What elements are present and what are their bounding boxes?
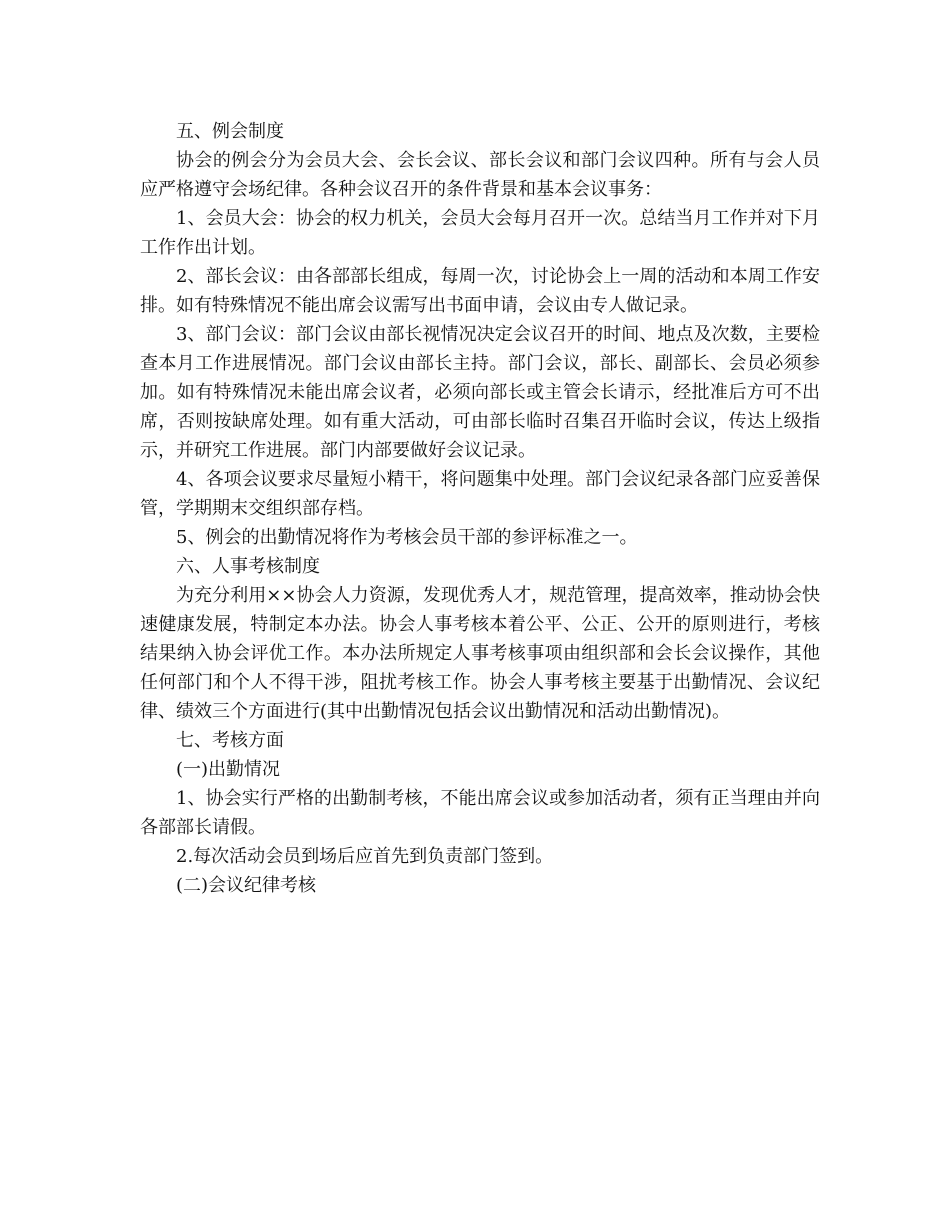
paragraph-general-assembly: 1、会员大会：协会的权力机关，会员大会每月召开一次。总结当月工作并对下月工作作出计划。 [140, 208, 820, 258]
paragraph-meeting-types: 协会的例会分为会员大会、会长会议、部长会议和部门会议四种。所有与会人员应严格遵守会场纪律。各种会议召开的条件背景和基本会议事务： [140, 150, 820, 200]
document-body [140, 117, 820, 900]
paragraph-assessment-purpose: 为充分利用××协会人力资源，发现优秀人才，规范管理，提高效率，推动协会快速健康发展，特制定本办法。协会人事考核本着公平、公正、公开的原则进行，考核结果纳入协会评优工作。本办法所规定人事考核事项由组织部和会长会议操作，其他任何部门和个人不得干涉，阻扰考核工作。协会人事考核主要基于出勤情况、会议纪律、绩效三个方面进行(其中出勤情况包括会议出勤情况和活动出勤情况)。 [140, 585, 820, 722]
heading-assessment-aspects: 七、考核方面 [176, 730, 284, 751]
paragraph-attendance-rule-2: 2.每次活动会员到场后应首先到负责部门签到。 [176, 846, 554, 867]
paragraph-attendance-rule-1: 1、协会实行严格的出勤制考核，不能出席会议或参加活动者，须有正当理由并向各部部长请假。 [140, 788, 820, 838]
paragraph-minister-meeting: 2、部长会议：由各部部长组成，每周一次，讨论协会上一周的活动和本周工作安排。如有特殊情况不能出席会议需写出书面申请，会议由专人做记录。 [140, 266, 820, 316]
heading-regular-meeting-system: 五、例会制度 [176, 121, 284, 142]
heading-personnel-assessment: 六、人事考核制度 [176, 556, 320, 577]
paragraph-department-meeting: 3、部门会议：部门会议由部长视情况决定会议召开的时间、地点及次数，主要检查本月工作进展情况。部门会议由部长主持。部门会议，部长、副部长、会员必须参加。如有特殊情况未能出席会议者，必须向部长或主管会长请示，经批准后方可不出席，否则按缺席处理。如有重大活动，可由部长临时召集召开临时会议，传达上级指示，并研究工作进展。部门内部要做好会议记录。 [140, 324, 820, 461]
paragraph-meeting-requirements: 4、各项会议要求尽量短小精干，将问题集中处理。部门会议纪录各部门应妥善保管，学期期末交组织部存档。 [140, 469, 820, 519]
subheading-attendance: (一)出勤情况 [176, 759, 281, 780]
subheading-meeting-discipline: (二)会议纪律考核 [176, 875, 317, 896]
paragraph-attendance-criteria: 5、例会的出勤情况将作为考核会员干部的参评标准之一。 [176, 527, 638, 548]
